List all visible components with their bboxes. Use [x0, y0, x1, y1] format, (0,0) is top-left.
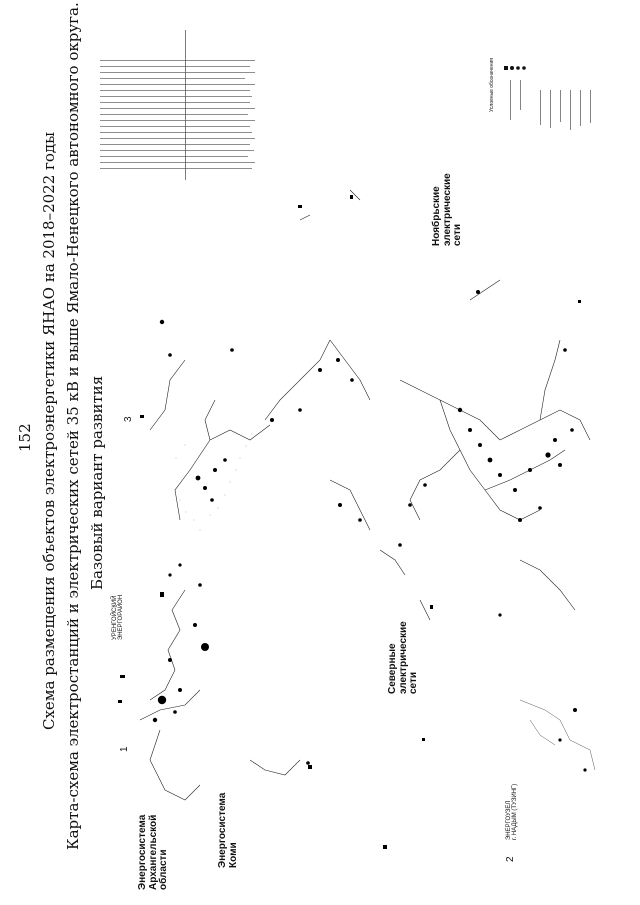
label-komi — [218, 793, 239, 868]
label-severnye-text: Северные электрические сети — [387, 621, 419, 694]
label-insert-caption-text: ЭНЕРГОУЗЕЛ г. НАДЫМ (ТУЗИНГ) — [506, 783, 519, 840]
legend-swatches — [504, 66, 526, 70]
legend-title: Условные обозначения — [489, 57, 495, 112]
label-arkhangelsk-text: Энергосистема Архангельской области — [137, 814, 169, 890]
square-nodes — [118, 195, 581, 849]
title-line-1: Схема размещения объектов электроэнергетики ЯНАО на 2018–2022 годы — [40, 131, 58, 730]
marker-3: 3 — [123, 416, 134, 422]
label-urengoy — [112, 595, 125, 640]
label-urengoy-text: УРЕНГОЙСКИЙ ЭНЕРГОРАЙОН — [112, 594, 125, 640]
marker-2: 2 — [505, 856, 516, 862]
page-number: 152 — [16, 423, 34, 452]
label-noyabrskie-text: Ноябрьские электрические сети — [431, 173, 463, 246]
label-arkhangelsk — [138, 815, 170, 890]
insert-sketch — [520, 700, 595, 770]
substations — [153, 290, 587, 772]
title-line-2: Карта-схема электростанций и электрических сетей 35 кВ и выше Ямало-Ненецкого автономного округа. — [64, 2, 82, 850]
marker-1: 1 — [119, 746, 130, 752]
network-lines — [140, 190, 590, 800]
title-line-3: Базовый вариант развития — [88, 375, 106, 590]
tiny-text-rows — [100, 30, 255, 180]
label-insert-caption — [506, 784, 519, 840]
label-komi-text: Энергосистема Коми — [217, 792, 239, 868]
legend-rows — [510, 80, 591, 130]
grain — [176, 434, 253, 531]
label-noyabrskie — [432, 173, 464, 246]
label-severnye — [388, 621, 420, 694]
